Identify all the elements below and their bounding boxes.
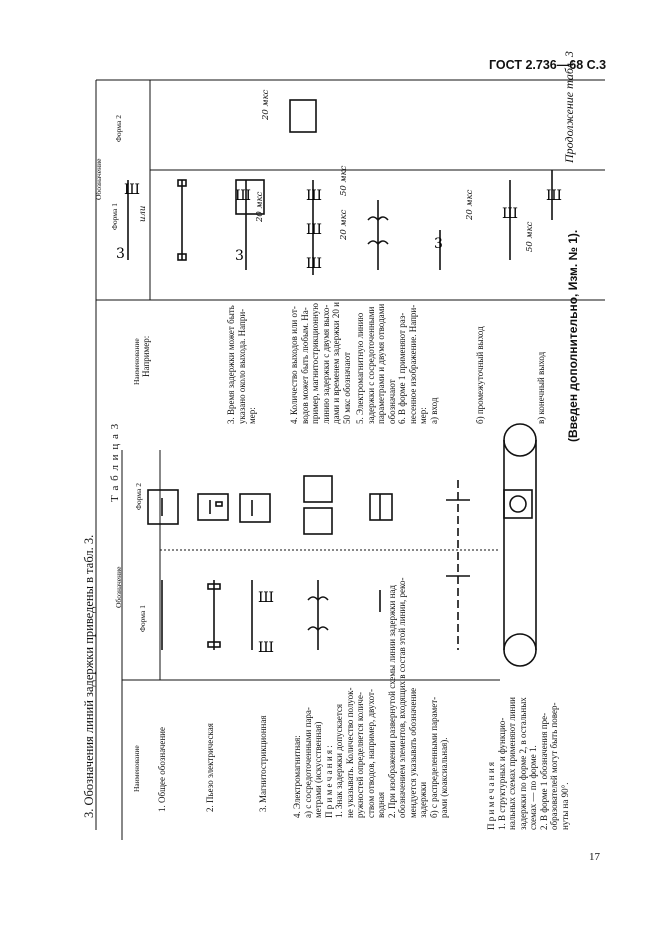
right-note4-line: 4. Количество выходов или от-: [289, 306, 299, 424]
piezo-form1: [208, 580, 220, 650]
svg-text:Ш: Ш: [306, 222, 322, 238]
svg-text:50 мкс: 50 мкс: [525, 221, 535, 252]
electro-line: 4. Электромагнитная:: [292, 735, 302, 818]
left-col-designation: Обозначение: [114, 566, 123, 608]
section-title: 3. Обозначения линий задержки приведены в табл. 3.: [82, 534, 96, 818]
piezo-form2: [198, 494, 228, 520]
electro-line: мендуется указывать обозначение: [407, 687, 418, 818]
developed-scheme: [370, 494, 392, 612]
electro-line: 1. Знак задержки допускается: [334, 703, 344, 818]
electro-line: водная: [376, 792, 386, 818]
right-note5-line: мер:: [418, 407, 428, 424]
svg-text:20 мкс: 20 мкс: [339, 209, 349, 240]
separated-input: [434, 230, 443, 270]
electro-line: б) с распределенными парамет-: [428, 696, 439, 818]
svg-text:50 мкс: 50 мкс: [339, 165, 349, 196]
electro-line: обозначением элементов, входящих в состав этой линии, реко-: [397, 577, 407, 818]
svg-text:Ш: Ш: [258, 640, 274, 656]
svg-text:Ш: Ш: [306, 256, 322, 272]
notes-line: нальных схемах применяют линии: [507, 697, 517, 830]
notes-line: схемах — по форме 1.: [528, 745, 538, 830]
left-notes: [486, 697, 570, 830]
page-number: 17: [589, 851, 600, 863]
electro-line: задержки: [418, 781, 428, 818]
right-example: Например:: [141, 335, 151, 377]
left-row-1: 1. Общее обозначение: [157, 727, 167, 812]
svg-text:Ш: Ш: [546, 188, 562, 204]
magnetostriction-multi-output: [306, 165, 349, 275]
coaxial-form2: [504, 490, 532, 518]
notes-line: нуты на 90°.: [559, 782, 570, 830]
right-note3-line: 3. Время задержки может быть: [226, 305, 236, 424]
left-col-form1: Форма 1: [138, 605, 147, 632]
electro-line: метрами (искусственная): [313, 721, 323, 818]
svg-text:20 мкс: 20 мкс: [255, 191, 265, 222]
right-col-form1: Форма 1: [110, 203, 119, 230]
general-delay-form2: [148, 490, 178, 524]
electro-line: П р и м е ч а н и я :: [323, 745, 334, 818]
electro-line: рами (коаксиальная).: [439, 737, 449, 818]
right-note5-line: 6. В форме 1 применяют раз-: [397, 312, 407, 424]
right-note4-line: пример, магнитострикционную: [310, 302, 320, 424]
left-symbols: [140, 480, 560, 700]
right-note4-line: 50 мкс обозначают: [341, 352, 352, 424]
svg-text:Ш: Ш: [124, 182, 140, 198]
standard-header: ГОСТ 2.736—68 С.3: [489, 58, 607, 72]
notes-line: образователей могут быть повер-: [549, 702, 559, 830]
magnetostriction-form2: [240, 494, 270, 522]
continuation-label: Продолжение табл. 3: [562, 51, 576, 163]
right-col-name: Наименование: [132, 338, 141, 385]
right-note5-line: задержки с сосредоточенными: [365, 306, 376, 424]
electro-line: ружностей определяется количе-: [355, 692, 365, 818]
notes-line: 2. В форме 1 обозначения пре-: [538, 712, 549, 830]
electro-line: ством отводов, например, двухот-: [365, 689, 376, 818]
right-note3-line: мер:: [247, 407, 257, 424]
right-col-form2: Форма 2: [114, 115, 123, 142]
electro-line: 2. При изображении развернутой схемы линии задержки над: [386, 584, 397, 818]
svg-text:Ш: Ш: [258, 590, 274, 606]
right-note5-line: обозначают: [386, 379, 397, 424]
right-note4-line: дами и временем задержки 20 и: [331, 302, 341, 424]
svg-text:3: 3: [235, 248, 244, 264]
svg-text:Ш: Ш: [235, 188, 251, 204]
right-final: в) конечный выход: [536, 351, 546, 424]
right-note3-line: указано около выхода. Напри-: [236, 308, 247, 424]
svg-text:Ш: Ш: [306, 188, 322, 204]
right-note5-line: несенное изображение. Напри-: [407, 304, 418, 424]
left-row-2: 2. Пьезо электрическая: [205, 723, 215, 812]
left-col-form2: Форма 2: [134, 483, 143, 510]
left-col-name: Наименование: [132, 745, 141, 792]
electromagnetic-form2: [304, 476, 332, 534]
svg-text:Ш: Ш: [502, 206, 518, 222]
chain-coil: [446, 480, 470, 650]
right-col-designation: Обозначение: [94, 158, 103, 200]
electromagnetic-form1: [308, 580, 328, 650]
svg-text:3: 3: [434, 236, 443, 252]
notes-line: 1. В структурных и функцио-: [496, 717, 507, 830]
right-intermediate: б) промежуточный выход: [475, 326, 485, 424]
right-note4-line: линию задержки с двумя выхо-: [320, 304, 331, 424]
right-note5-line: а) вход: [428, 397, 439, 424]
right-note4-line: водов может быть любым. На-: [299, 307, 310, 424]
example-symbol-form1: [116, 180, 186, 262]
added-note: (Введен дополнительно, Изм. № 1).: [566, 229, 580, 442]
right-note5-line: 5. Электромагнитную линию: [355, 312, 365, 424]
svg-text:3: 3: [116, 246, 125, 262]
notes-line: П р и м е ч а н и я: [486, 761, 496, 830]
electro-line: не указывать. Количество полуок-: [344, 687, 355, 818]
left-row-3: 3. Магнитострикционная: [258, 715, 268, 812]
svg-text:20 мкс: 20 мкс: [261, 89, 271, 120]
separated-final: [525, 170, 562, 252]
magnetostriction-form1: [252, 580, 274, 656]
svg-text:20 мкс: 20 мкс: [465, 189, 475, 220]
right-note5-line: параметрами и двумя отводами: [376, 303, 386, 424]
electromagnetic-two-taps: [368, 200, 388, 270]
separated-intermediate: [465, 180, 518, 260]
electro-line: а) с сосредоточенными пара-: [302, 707, 313, 818]
table-label: Т а б л и ц а 3: [109, 422, 121, 502]
delay-20mks-symbol: [235, 180, 265, 270]
or-label: или: [138, 205, 148, 222]
notes-line: задержки по форме 2, в остальных: [517, 697, 528, 830]
